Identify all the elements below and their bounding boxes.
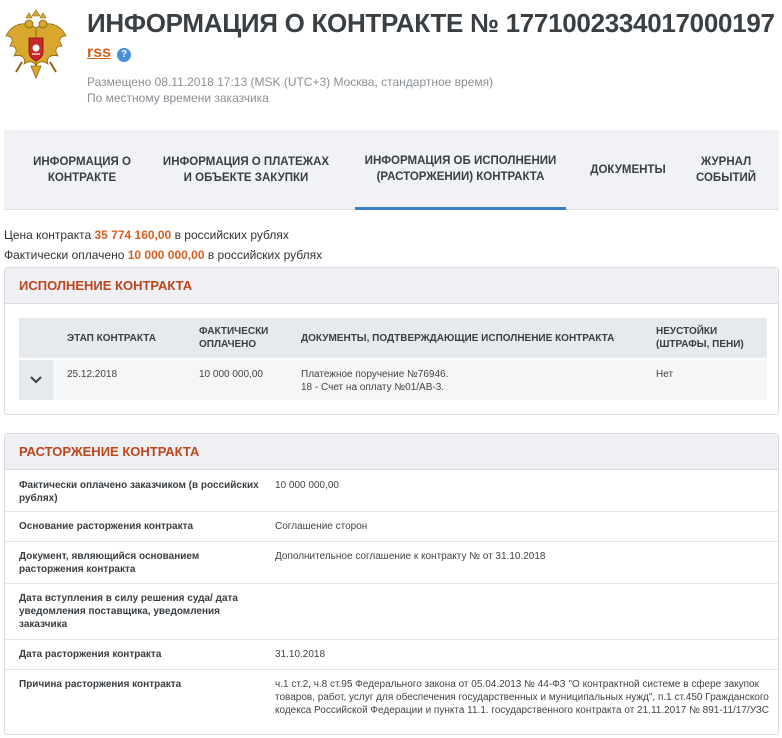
col-penalty-line: (ШТРАФЫ, ПЕНИ) <box>656 339 744 350</box>
tab-label: КОНТРАКТЕ <box>47 172 117 184</box>
tab-label: ДОКУМЕНТЫ <box>590 164 666 176</box>
row-label: Основание расторжения контракта <box>19 521 194 532</box>
actually-paid <box>4 248 322 262</box>
paid-value: 10 000 000,00 <box>127 248 205 262</box>
placed-timestamp: Размещено 08.11.2018 17:13 (MSK (UTC+3) Москва, стандартное время) <box>87 75 494 89</box>
tab-bar <box>4 130 779 210</box>
termination-row <box>5 512 778 542</box>
col-docs: ДОКУМЕНТЫ, ПОДТВЕРЖДАЮЩИЕ ИСПОЛНЕНИЕ КОНТРАКТА <box>301 333 615 344</box>
tab-label: ЖУРНАЛ <box>700 156 752 168</box>
termination-row <box>5 584 778 640</box>
termination-title: РАСТОРЖЕНИЕ КОНТРАКТА <box>5 434 778 470</box>
chevron-down-icon <box>30 376 42 384</box>
col-paid <box>199 325 268 351</box>
page-header <box>0 0 782 120</box>
row-stage: 25.12.2018 <box>67 369 118 380</box>
termination-row <box>5 640 778 670</box>
row-value: Соглашение сторон <box>275 521 368 532</box>
execution-title: ИСПОЛНЕНИЕ КОНТРАКТА <box>5 268 778 304</box>
execution-panel <box>4 267 779 415</box>
tab-contract-info[interactable] <box>18 130 146 210</box>
price-currency: в российских рублях <box>174 228 289 242</box>
col-penalty <box>656 325 744 351</box>
paid-label: Фактически оплачено <box>4 248 125 262</box>
page-title: ИНФОРМАЦИЯ О КОНТРАКТЕ № 1771002334017000197 <box>87 8 775 38</box>
row-paid: 10 000 000,00 <box>199 369 263 380</box>
row-doc: Платежное поручение №76946. <box>301 369 449 380</box>
help-icon[interactable]: ? <box>117 48 131 62</box>
tab-documents[interactable] <box>580 130 676 210</box>
price-label: Цена контракта <box>4 228 92 242</box>
expand-row-button[interactable] <box>19 360 53 400</box>
tab-label: ИНФОРМАЦИЯ О <box>33 156 131 168</box>
row-docs <box>301 368 448 394</box>
rss-link[interactable]: rss <box>87 44 112 61</box>
table-header <box>19 318 767 358</box>
termination-row <box>5 670 778 734</box>
contract-price <box>4 228 289 242</box>
tab-event-log[interactable] <box>684 130 768 210</box>
table-row <box>19 360 767 400</box>
tab-label: (РАСТОРЖЕНИИ) КОНТРАКТА <box>376 170 545 183</box>
local-time-note: По местному времени заказчика <box>87 91 269 105</box>
tab-label: И ОБЪЕКТЕ ЗАКУПКИ <box>183 172 309 184</box>
row-value: 10 000 000,00 <box>275 480 339 491</box>
col-penalty-line: НЕУСТОЙКИ <box>656 326 718 337</box>
paid-currency: в российских рублях <box>207 248 323 262</box>
tab-payments[interactable] <box>152 130 340 210</box>
col-paid-line: ФАКТИЧЕСКИ <box>199 326 269 337</box>
row-value: ч.1 ст.2, ч.8 ст.95 Федерального закона от 05.04.2013 № 44-ФЗ "О контрактной системе в сфере закупок товаров, работ, услуг для обеспечения государственных и муниципальных нужд", п.1 ст.450 Гражданского кодекса Российской Федерации и пункта 11.1. государственного контракта от 21.11.2017 № 891-11/17/УЗС <box>275 679 769 716</box>
tab-label: ИНФОРМАЦИЯ О ПЛАТЕЖАХ <box>162 156 330 168</box>
col-paid-line: ОПЛАЧЕНО <box>199 339 257 350</box>
row-label: Причина расторжения контракта <box>19 679 182 690</box>
row-label: Дата вступления в силу решения суда/ дата уведомления поставщика, уведомления заказчика <box>19 593 238 630</box>
row-doc: 18 - Счет на оплату №01/АВ-3. <box>301 382 445 393</box>
tab-label: СОБЫТИЙ <box>695 172 757 184</box>
termination-row <box>5 471 778 512</box>
row-label: Фактически оплачено заказчиком (в российских рублях) <box>19 480 259 504</box>
row-label: Документ, являющийся основанием расторжения контракта <box>19 551 200 575</box>
row-value: 31.10.2018 <box>275 649 326 660</box>
price-value: 35 774 160,00 <box>94 228 172 242</box>
row-value: Дополнительное соглашение к контракту № от 31.10.2018 <box>275 551 546 562</box>
row-label: Дата расторжения контракта <box>19 649 162 660</box>
tab-label: ИНФОРМАЦИЯ ОБ ИСПОЛНЕНИИ <box>364 154 557 167</box>
coat-of-arms-icon <box>4 10 68 82</box>
termination-panel <box>4 433 779 735</box>
termination-row <box>5 542 778 584</box>
col-stage: ЭТАП КОНТРАКТА <box>67 333 156 344</box>
row-penalty: Нет <box>656 369 674 380</box>
tab-execution[interactable] <box>355 130 566 210</box>
